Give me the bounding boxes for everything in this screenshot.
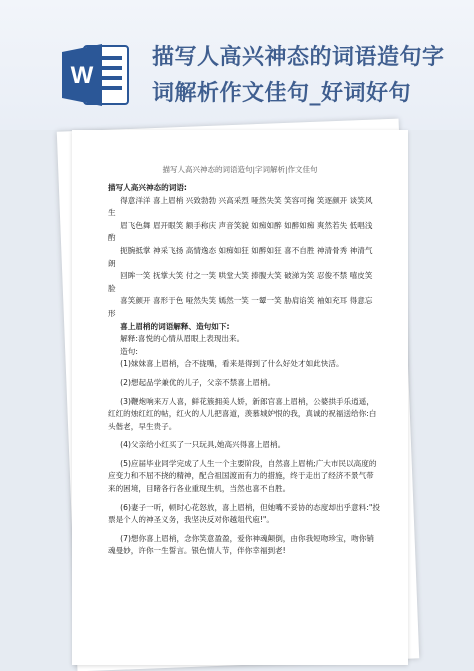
word-line: 回眸一笑 抚掌大笑 付之一笑 哄堂大笑 捧腹大笑 破涕为笑 忍俊不禁 嘻皮笑脸 [108, 271, 373, 293]
example-sentence: (2)想起品学兼优的儿子，父亲不禁喜上眉梢。 [120, 377, 276, 387]
title-line-1: 描写人高兴神态的词语造句字 [152, 45, 445, 70]
word-list [108, 195, 380, 321]
sentence-label: 造句: [120, 346, 138, 356]
example-sentence: (6)妻子一听，顿时心花怒放，喜上眉梢，但她嘴不妥协的态度却出乎意料:"投票是个人的神圣义务，我坚决反对你越俎代庖!"。 [108, 502, 380, 525]
example-sentence: (7)想你喜上眉梢，念你笑意盈盈，爱你神魂颠倒，由你我短吻珍宝，吻你销魂曼妙，许你一生誓言。银色情人节，伴你幸福到老! [108, 533, 374, 556]
word-line: 喜笑颜开 喜形于色 哑然失笑 嫣然一笑 一颦一笑 胁肩谄笑 袖如充耳 得意忘形 [108, 296, 373, 318]
document-title [152, 40, 468, 112]
document-page [72, 130, 408, 665]
word-line: 得意洋洋 喜上眉梢 兴致勃勃 兴高采烈 哑然失笑 笑容可掬 笑逐颜开 谈笑风生 [108, 195, 373, 218]
word-line: 扼腕抵掌 神采飞扬 高情逸态 如痴如狂 如醉如狂 喜不自胜 神清骨秀 神清气朗 [108, 245, 373, 268]
example-sentence: (4)父亲给小红买了一只玩具,她高兴得喜上眉梢。 [120, 440, 286, 450]
example-sentence: (5)应届毕业同学完成了人生一个主要阶段，自然喜上眉梢;广大市民以高度的应变力和不屈不挠的精神，配合祖国渡而有力的措施，终于走出了经济不景气带来的困境，目睹各行各业重现生机，当然也喜不自胜。 [108, 458, 377, 494]
word-line: 眉飞色舞 眉开眼笑 额手称庆 声音笑貌 如痴如醉 如醉如痴 爽然若失 低唱浅酌 [108, 220, 373, 243]
example-sentence: (1)妹妹喜上眉梢，合不拢嘴，看来是得到了什么好处才如此快活。 [120, 359, 344, 369]
explanation: 解释:喜悦的心情从眉眼上表现出来。 [120, 334, 245, 344]
example-sentence: (3)鞭炮响来万人喜，鲜花簇拥美人娇，新郎官喜上眉梢，公婆拱手乐逍遥，红红的烛红红的帖，红火的人儿把喜道，羡慕城妒恨的我，真诚的祝福送给你:白头偕老，早生贵子。 [108, 396, 377, 431]
running-head: 描写人高兴神态的词语造句|字词解析|作文佳句 [162, 165, 318, 174]
banner-header [0, 0, 474, 130]
document-body [108, 182, 380, 564]
section-heading: 喜上眉梢的词语解释、造句如下: [120, 321, 230, 331]
sentence-list [108, 358, 380, 564]
word-document-icon [62, 42, 132, 108]
title-line-2: 词解析作文佳句_好词好句 [152, 81, 412, 106]
words-heading: 描写人高兴神态的词语: [108, 183, 187, 192]
word-icon-letter: W [70, 62, 94, 89]
